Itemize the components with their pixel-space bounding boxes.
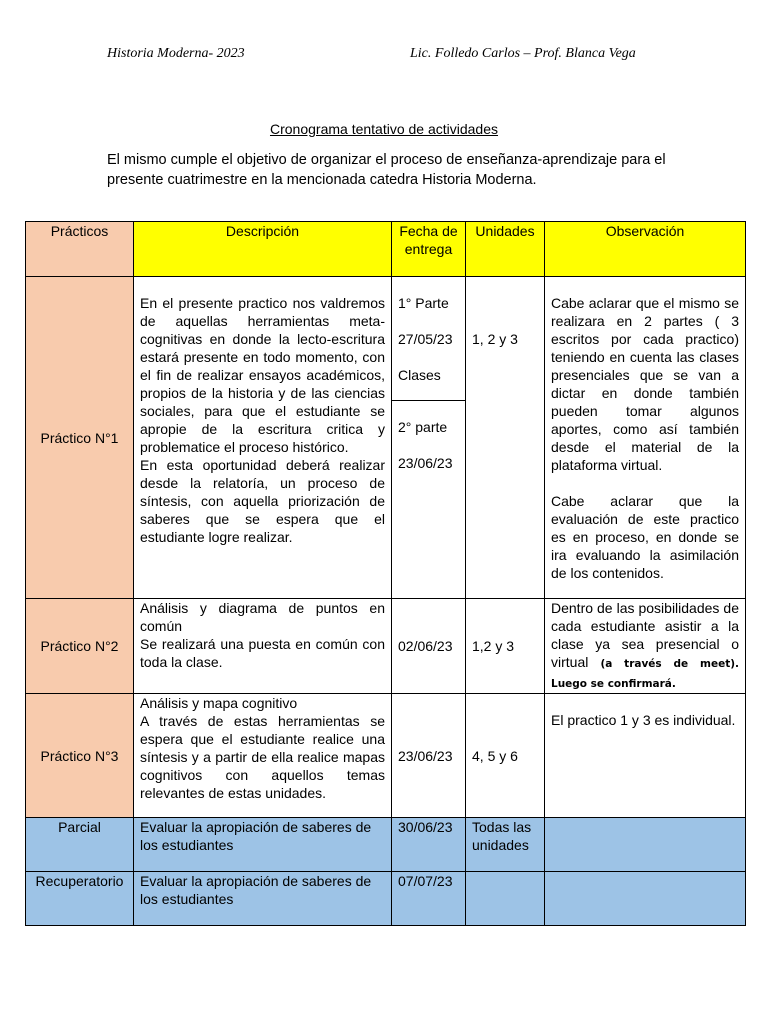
- practico-2-units: 1,2 y 3: [466, 599, 545, 694]
- practico-3-observation: El practico 1 y 3 es individual.: [545, 694, 746, 818]
- header-row: [26, 222, 746, 277]
- document-title: Cronograma tentativo de actividades: [269, 121, 499, 137]
- practico-2-desc-b: Se realizará una puesta en común con toda la clase.: [140, 636, 385, 670]
- practico-1-description: [134, 277, 392, 599]
- practico-2-desc-a: Análisis y diagrama de puntos en común: [140, 600, 385, 634]
- practico-2-observation: [545, 599, 746, 694]
- header-observacion: Observación: [545, 222, 746, 277]
- practico-1-date1: 27/05/23: [398, 331, 453, 347]
- practico-3-description: [134, 694, 392, 818]
- practico-1-part1: 1° Parte: [398, 295, 449, 311]
- header-authors: Lic. Folledo Carlos – Prof. Blanca Vega: [410, 46, 636, 61]
- table-row: [26, 277, 746, 401]
- practico-1-date2: 23/06/23: [398, 455, 453, 471]
- row-label-parcial: Parcial: [26, 818, 134, 872]
- parcial-observation: [545, 818, 746, 872]
- recuperatorio-date: 07/07/23: [392, 872, 466, 926]
- parcial-date: 30/06/23: [392, 818, 466, 872]
- practico-3-units: 4, 5 y 6: [466, 694, 545, 818]
- recuperatorio-description: Evaluar la apropiación de saberes de los estudiantes: [134, 872, 392, 926]
- practico-2-obs: Dentro de las posibilidades de cada estudiante asistir a la clase ya sea presencial o virtual: [551, 600, 739, 670]
- table-row: [26, 818, 746, 872]
- header-descripcion: Descripción: [134, 222, 392, 277]
- parcial-units: Todas las unidades: [466, 818, 545, 872]
- row-label-recuperatorio: Recuperatorio: [26, 872, 134, 926]
- row-label-practico-1: Práctico N°1: [26, 277, 134, 599]
- practico-1-desc-a: En el presente practico nos valdremos de aquellas herramientas meta-cognitivas en donde la lecto-escritura estará presente en todo momento, con el fin de realizar ensayos académicos, propios de la historia y de las ciencias sociales, para que el estudiante se apropie de la escritura critica y problematice el proceso histórico.: [140, 295, 385, 455]
- practico-1-date-part1: [392, 277, 466, 401]
- header-unidades: Unidades: [466, 222, 545, 277]
- practico-1-observation: [545, 277, 746, 599]
- practico-1-obs-b: Cabe aclarar que la evaluación de este practico es en proceso, en donde se ira evaluando la asimilación de los contenidos.: [551, 493, 739, 581]
- practico-1-units: 1, 2 y 3: [466, 277, 545, 599]
- practico-3-date: 23/06/23: [392, 694, 466, 818]
- intro-paragraph: El mismo cumple el objetivo de organizar el proceso de enseñanza-aprendizaje para el presente cuatrimestre en la mencionada catedra Historia Moderna.: [107, 152, 666, 188]
- row-label-practico-2: Práctico N°2: [26, 599, 134, 694]
- practico-3-desc-a: Análisis y mapa cognitivo: [140, 695, 298, 711]
- practico-2-obs-bold: (a través de meet). Luego se confirmará.: [551, 658, 740, 690]
- parcial-description: Evaluar la apropiación de saberes de los estudiantes: [134, 818, 392, 872]
- practico-1-date-part2: [392, 401, 466, 599]
- practico-1-part2: 2° parte: [398, 419, 448, 435]
- table-row: [26, 599, 746, 694]
- recuperatorio-observation: [545, 872, 746, 926]
- practico-3-desc-b: A través de estas herramientas se espera que el estudiante realice una síntesis y a partir de ella realice mapas cognitivos con aquellos temas relevantes de estas unidades.: [140, 713, 385, 801]
- recuperatorio-units: [466, 872, 545, 926]
- header-fecha: Fecha de entrega: [392, 222, 466, 277]
- header-practicos: Prácticos: [26, 222, 134, 277]
- practico-2-description: [134, 599, 392, 694]
- table-row: [26, 872, 746, 926]
- practico-2-date: 02/06/23: [392, 599, 466, 694]
- practico-1-desc-b: En esta oportunidad deberá realizar desde la relatoría, un proceso de síntesis, con aquella priorización de saberes que se espera que el estudiante logre realizar.: [140, 457, 385, 545]
- schedule-table: [25, 221, 746, 926]
- header-course: Historia Moderna- 2023: [107, 46, 245, 61]
- practico-1-clases: Clases: [398, 367, 441, 383]
- row-label-practico-3: Práctico N°3: [26, 694, 134, 818]
- table-row: [26, 694, 746, 818]
- practico-1-obs-a: Cabe aclarar que el mismo se realizara en 2 partes ( 3 escritos por cada practico) teniendo en cuenta las clases presenciales que se van a dictar en donde también pueden tomar algunos aportes, como así también desde el material de la plataforma virtual.: [551, 295, 739, 473]
